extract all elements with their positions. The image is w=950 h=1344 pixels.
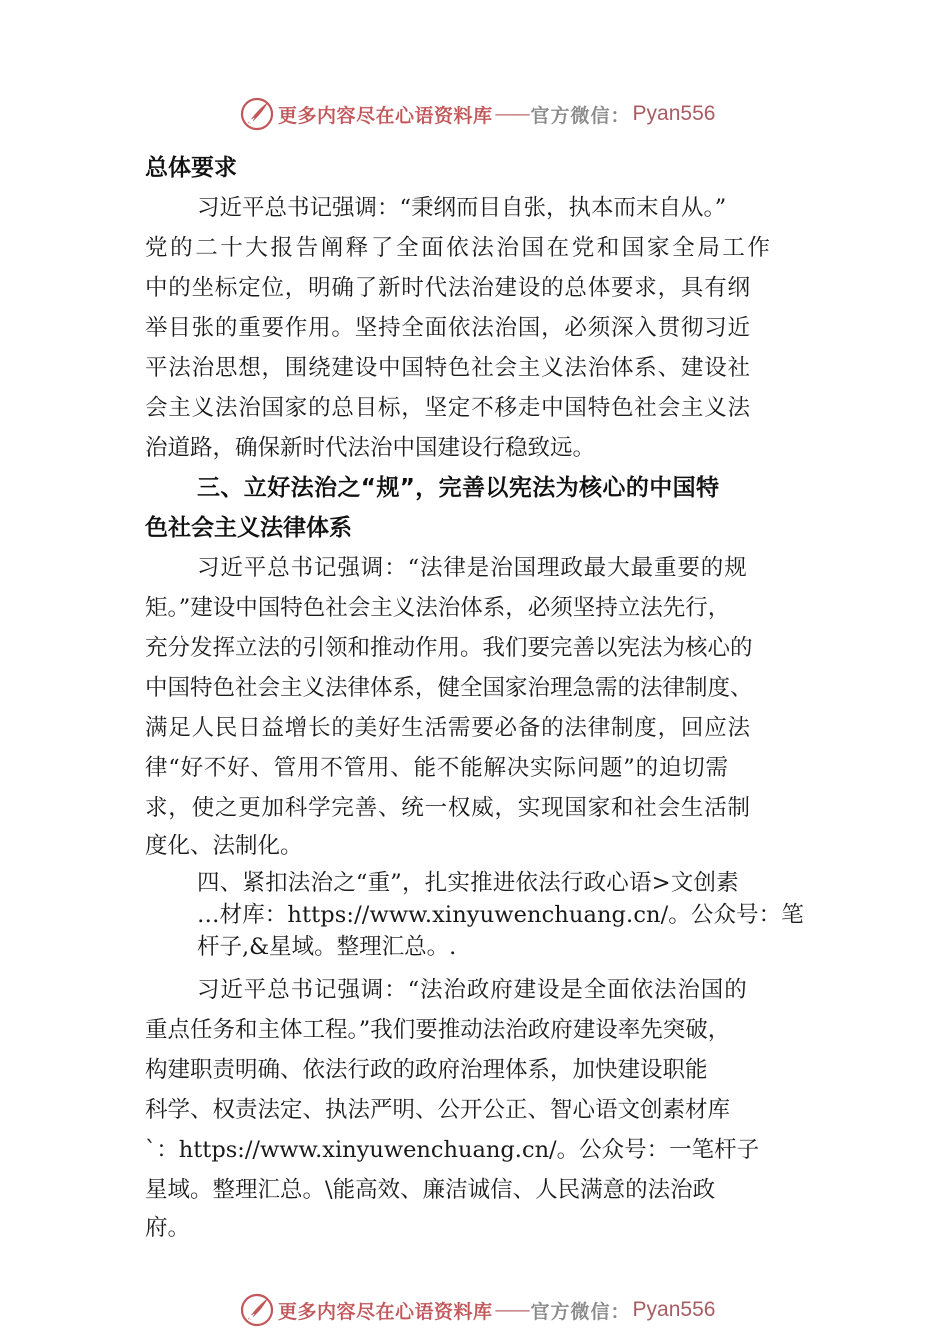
paragraph-line: 治道路，确保新时代法治中国建设行稳致远。 (145, 435, 596, 461)
paragraph-line: 党的二十大报告阐释了全面依法治国在党和国家全局工作 (145, 235, 773, 261)
section-four-line: 杆子,&星域。整理汇总。. (197, 934, 457, 960)
banner-title: 更多内容尽在心语资料库 (278, 1300, 493, 1323)
paragraph-line: 府。 (145, 1215, 191, 1241)
heading-overall-requirements: 总体要求 (145, 155, 237, 181)
paragraph-line: 习近平总书记强调：“法律是治国理政最大最重要的规 (197, 555, 748, 581)
banner-dash: —— (494, 103, 529, 125)
paragraph-line: 星域。整理汇总。\能高效、廉洁诚信、人民满意的法治政 (145, 1177, 716, 1203)
heading-section-three: 三、立好法治之“规”，完善以宪法为核心的中国特 (197, 475, 720, 501)
heading-section-three-cont: 色社会主义法律体系 (145, 515, 352, 541)
paragraph-line: 充分发挥立法的引领和推动作用。我们要完善以宪法为核心的 (145, 635, 753, 661)
paragraph-line: 习近平总书记强调：“秉纲而目自张，执本而末自从。” (197, 195, 727, 221)
paragraph-line: `：https://www.xinyuwenchuang.cn/。公众号：一笔杆子 (145, 1137, 760, 1163)
paragraph-line: 度化、法制化。 (145, 833, 303, 859)
paragraph-line: 举目张的重要作用。坚持全面依法治国，必须深入贯彻习近 (145, 315, 751, 341)
banner-wechat-id: Pyan556 (632, 102, 716, 125)
paragraph-line: 矩。”建设中国特色社会主义法治体系，必须坚持立法先行， (145, 595, 731, 621)
paragraph-line: 科学、权责法定、执法严明、公开公正、智心语文创素材库 (145, 1097, 731, 1123)
paragraph-line: 律“好不好、管用不管用、能不能解决实际问题”的迫切需 (145, 755, 729, 781)
section-four-line: 四、紧扣法治之“重”，扎实推进依法行政心语>文创素 (197, 870, 739, 896)
quill-pen-logo-icon (240, 97, 274, 131)
paragraph-line: 求，使之更加科学完善、统一权威，实现国家和社会生活制 (145, 795, 751, 821)
paragraph-line: 会主义法治国家的总目标，坚定不移走中国特色社会主义法 (145, 395, 751, 421)
paragraph-line: 满足人民日益增长的美好生活需要必备的法律制度，回应法 (145, 715, 751, 741)
paragraph-line: 重点任务和主体工程。”我们要推动法治政府建设率先突破， (145, 1017, 731, 1043)
paragraph-line: 习近平总书记强调：“法治政府建设是全面依法治国的 (197, 977, 748, 1003)
banner-wechat-id: Pyan556 (632, 1298, 716, 1321)
footer-watermark-banner (240, 1292, 715, 1328)
quill-pen-logo-icon (240, 1293, 274, 1327)
paragraph-line: 中的坐标定位，明确了新时代法治建设的总体要求，具有纲 (145, 275, 751, 301)
banner-title: 更多内容尽在心语资料库 (278, 104, 493, 127)
paragraph-line: 平法治思想，围绕建设中国特色社会主义法治体系、建设社 (145, 355, 751, 381)
header-watermark-banner (240, 96, 715, 132)
paragraph-line: 中国特色社会主义法律体系，健全国家治理急需的法律制度、 (145, 675, 753, 701)
banner-dash: —— (494, 1299, 529, 1321)
paragraph-line: 构建职责明确、依法行政的政府治理体系，加快建设职能 (145, 1057, 708, 1083)
section-four-line: …材库：https://www.xinyuwenchuang.cn/。公众号：笔 (197, 902, 804, 928)
banner-wechat-label: 官方微信： (530, 104, 631, 127)
banner-wechat-label: 官方微信： (530, 1300, 631, 1323)
